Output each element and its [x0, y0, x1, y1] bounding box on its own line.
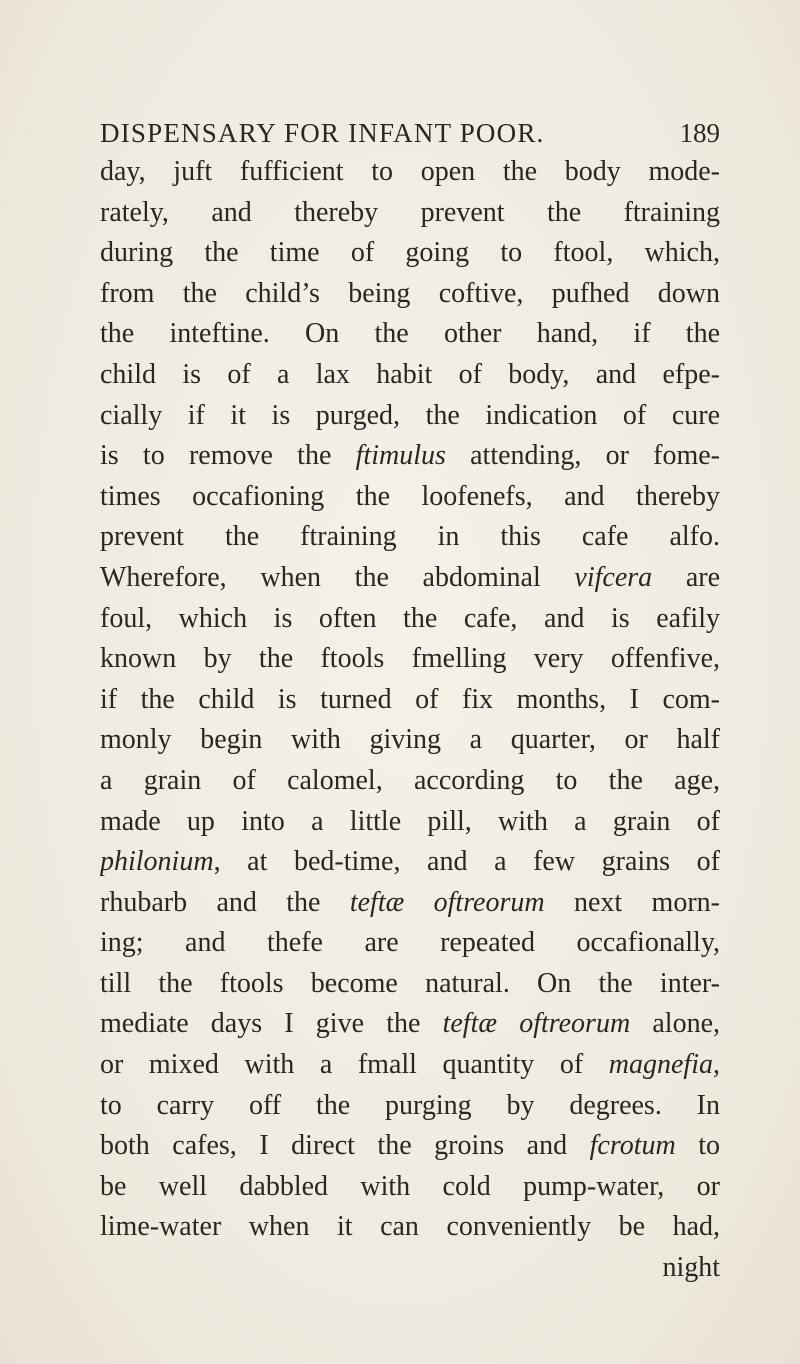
text-segment: made up into a little pill, with a grain of: [100, 805, 720, 837]
text-line: [100, 477, 720, 518]
text-segment: monly begin with giving a quarter, or half: [100, 724, 720, 756]
text-segment: child is of a lax habit of body, and efpe-: [100, 358, 720, 390]
text-segment: known by the ftools fmelling very offenfive,: [100, 643, 720, 675]
italic-term: ftimulus: [355, 440, 446, 472]
italic-term: teftæ oftreorum: [349, 886, 545, 918]
running-head: DISPENSARY FOR INFANT POOR.: [100, 118, 545, 148]
page-number: 189: [679, 118, 720, 148]
text-line: [100, 355, 720, 396]
text-line: [100, 1004, 720, 1045]
italic-term: vifcera: [574, 561, 653, 593]
text-segment: if the child is turned of fix months, I com-: [100, 683, 720, 715]
text-line: [100, 842, 720, 883]
text-segment: are: [652, 561, 720, 593]
text-segment: or mixed with a fmall quantity of: [100, 1049, 609, 1081]
italic-term: fcrotum: [589, 1130, 676, 1162]
italic-term: magnefia: [608, 1049, 713, 1081]
text-segment: be well dabbled with cold pump-water, or: [100, 1170, 720, 1202]
text-segment: night: [662, 1252, 720, 1284]
text-segment: cially if it is purged, the indication of cure: [100, 399, 720, 431]
italic-term: teftæ oftreorum: [442, 1008, 631, 1040]
text-segment: rately, and thereby prevent the ftraining: [100, 196, 720, 228]
text-line: [100, 720, 720, 761]
text-line: [100, 233, 720, 274]
text-line: [100, 680, 720, 721]
body-text: [100, 152, 720, 1289]
text-segment: is to remove the: [100, 440, 356, 472]
text-segment: alone,: [630, 1008, 720, 1040]
italic-term: philonium: [100, 846, 214, 878]
text-line: [100, 193, 720, 234]
text-segment: Wherefore, when the abdominal: [100, 561, 575, 593]
text-line: [100, 639, 720, 680]
text-line: [100, 883, 720, 924]
text-line: [100, 152, 720, 193]
text-line: [100, 802, 720, 843]
text-line: [100, 1086, 720, 1127]
text-line: [100, 558, 720, 599]
text-segment: ,: [713, 1049, 720, 1081]
text-segment: mediate days I give the: [100, 1008, 443, 1040]
text-segment: next morn-: [544, 886, 720, 918]
text-segment: day, juft fufficient to open the body mode-: [100, 156, 720, 187]
text-segment: both cafes, I direct the groins and: [100, 1130, 590, 1162]
text-line: [100, 923, 720, 964]
text-segment: to carry off the purging by degrees. In: [100, 1089, 720, 1121]
text-line: [100, 599, 720, 640]
text-segment: lime-water when it can conveniently be had,: [100, 1211, 720, 1243]
text-segment: times occafioning the loofenefs, and thereby: [100, 480, 720, 512]
text-segment: during the time of going to ftool, which,: [100, 237, 720, 269]
text-line: [100, 1045, 720, 1086]
text-segment: rhubarb and the: [100, 886, 350, 918]
text-line: [100, 396, 720, 437]
text-line: [100, 436, 720, 477]
text-line: [100, 1207, 720, 1248]
text-segment: , at bed-time, and a few grains of: [213, 846, 720, 878]
text-line: [100, 1248, 720, 1289]
text-line: [100, 1126, 720, 1167]
text-segment: the inteftine. On the other hand, if the: [100, 318, 720, 350]
text-segment: prevent the ftraining in this cafe alfo.: [100, 521, 720, 553]
text-line: [100, 964, 720, 1005]
text-segment: a grain of calomel, according to the age,: [100, 764, 720, 796]
text-segment: attending, or fome-: [445, 440, 720, 472]
text-line: [100, 1167, 720, 1208]
text-line: [100, 274, 720, 315]
text-line: [100, 761, 720, 802]
text-segment: from the child’s being coftive, pufhed down: [100, 277, 720, 309]
text-segment: to: [675, 1130, 720, 1162]
text-segment: till the ftools become natural. On the inter-: [100, 967, 720, 999]
text-segment: foul, which is often the cafe, and is eafily: [100, 602, 720, 634]
text-line: [100, 314, 720, 355]
text-segment: ing; and thefe are repeated occafionally,: [100, 927, 720, 959]
text-line: [100, 517, 720, 558]
